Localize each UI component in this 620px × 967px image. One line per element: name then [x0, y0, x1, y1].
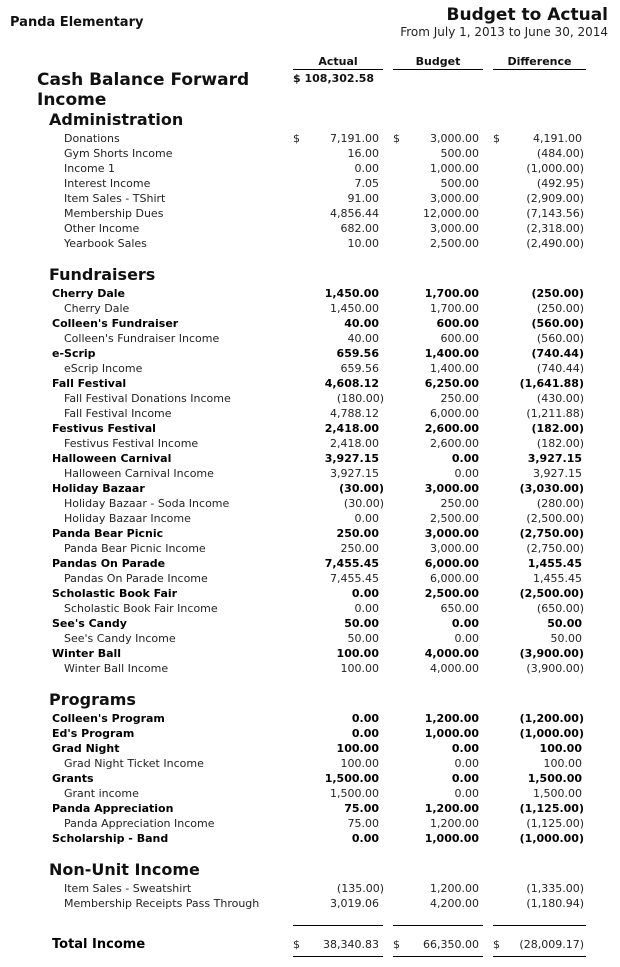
budget-value: 1,400.00	[424, 347, 479, 360]
budget-value: 1,700.00	[424, 287, 479, 300]
row-label: Holiday Bazaar	[52, 482, 145, 495]
actual-value: (30.00)	[339, 482, 384, 495]
actual-value: 2,418.00	[324, 422, 379, 435]
difference-value: (182.00)	[536, 437, 584, 450]
actual-value: 4,608.12	[324, 377, 379, 390]
row-label: Halloween Carnival	[52, 452, 172, 465]
row-label: See's Candy Income	[64, 632, 176, 645]
difference-value: (740.44)	[531, 347, 584, 360]
difference-value: (2,500.00)	[526, 512, 584, 525]
group-row	[0, 646, 620, 661]
budget-value: 2,600.00	[430, 437, 479, 450]
account-row	[0, 786, 620, 801]
currency-symbol: $	[393, 132, 400, 145]
actual-value: 250.00	[340, 542, 379, 555]
row-label: Festivus Festival Income	[64, 437, 199, 450]
actual-value: 659.56	[336, 347, 379, 360]
actual-value: 1,500.00	[330, 787, 379, 800]
actual-value: 100.00	[340, 757, 379, 770]
budget-value: 3,000.00	[430, 542, 479, 555]
actual-value: 40.00	[344, 317, 379, 330]
difference-value: (1,180.94)	[526, 897, 584, 910]
budget-value: 1,000.00	[424, 727, 479, 740]
row-label: e-Scrip	[52, 347, 96, 360]
budget-value: 600.00	[440, 332, 479, 345]
actual-value: 3,927.15	[330, 467, 379, 480]
group-row	[0, 741, 620, 756]
actual-value: 0.00	[354, 512, 379, 525]
budget-value: 600.00	[436, 317, 479, 330]
budget-value: 0.00	[451, 742, 479, 755]
actual-value: 40.00	[347, 332, 379, 345]
row-label: Grad Night	[52, 742, 120, 755]
actual-value: 1,450.00	[330, 302, 379, 315]
budget-value: 650.00	[440, 602, 479, 615]
row-label: Colleen's Program	[52, 712, 165, 725]
actual-value: 0.00	[351, 727, 379, 740]
actual-value: 75.00	[347, 817, 379, 830]
row-label: Winter Ball Income	[64, 662, 169, 675]
group-row	[0, 711, 620, 726]
row-label: Holiday Bazaar Income	[64, 512, 191, 525]
budget-value: 4,000.00	[424, 647, 479, 660]
budget-value: 500.00	[440, 147, 479, 160]
budget-value: 1,200.00	[430, 882, 479, 895]
section-title-fundraisers: Fundraisers	[49, 265, 156, 284]
budget-value: 3,000.00	[430, 222, 479, 235]
account-row	[0, 881, 620, 896]
budget-value: 1,400.00	[430, 362, 479, 375]
difference-value: (1,125.00)	[519, 802, 584, 815]
row-label: Donations	[64, 132, 120, 145]
difference-value: (7,143.56)	[526, 207, 584, 220]
row-label: Cherry Dale	[52, 287, 125, 300]
difference-value: 1,455.45	[533, 572, 582, 585]
row-label: Fall Festival	[52, 377, 127, 390]
total-underline-difference	[493, 956, 586, 957]
actual-value: 100.00	[336, 647, 379, 660]
account-row	[0, 331, 620, 346]
total-difference: (28,009.17)	[519, 938, 584, 951]
account-row	[0, 161, 620, 176]
account-row	[0, 206, 620, 221]
budget-value: 4,200.00	[430, 897, 479, 910]
actual-value: (135.00)	[336, 882, 384, 895]
row-label: Grad Night Ticket Income	[64, 757, 204, 770]
row-label: Fall Festival Income	[64, 407, 172, 420]
difference-value: 1,455.45	[527, 557, 582, 570]
budget-value: 1,200.00	[424, 712, 479, 725]
difference-value: (3,900.00)	[519, 647, 584, 660]
budget-value: 6,000.00	[424, 557, 479, 570]
difference-value: (650.00)	[536, 602, 584, 615]
currency-symbol: $	[293, 132, 300, 145]
group-row	[0, 316, 620, 331]
currency-symbol: $	[293, 938, 300, 951]
difference-value: (740.44)	[536, 362, 584, 375]
section-title-administration: Administration	[49, 110, 184, 129]
group-row	[0, 421, 620, 436]
actual-value: (30.00)	[343, 497, 384, 510]
total-rule-difference	[493, 925, 586, 926]
row-label: Item Sales - Sweatshirt	[64, 882, 192, 895]
account-row	[0, 661, 620, 676]
row-label: Panda Appreciation Income	[64, 817, 215, 830]
account-row	[0, 436, 620, 451]
account-row	[0, 301, 620, 316]
budget-value: 6,000.00	[430, 572, 479, 585]
actual-value: 7.05	[354, 177, 379, 190]
budget-value: 250.00	[440, 392, 479, 405]
budget-value: 2,600.00	[424, 422, 479, 435]
currency-symbol: $	[493, 132, 500, 145]
budget-value: 3,000.00	[424, 527, 479, 540]
difference-value: (2,490.00)	[526, 237, 584, 250]
difference-value: (2,750.00)	[526, 542, 584, 555]
row-label: Other Income	[64, 222, 140, 235]
organization-name: Panda Elementary	[10, 15, 144, 30]
actual-value: 100.00	[336, 742, 379, 755]
actual-value: 1,450.00	[324, 287, 379, 300]
row-label: eScrip Income	[64, 362, 143, 375]
row-label: Membership Receipts Pass Through	[64, 897, 260, 910]
row-label: Scholarship - Band	[52, 832, 169, 845]
difference-value: 50.00	[547, 617, 582, 630]
account-row	[0, 601, 620, 616]
budget-value: 3,000.00	[430, 192, 479, 205]
difference-value: 50.00	[550, 632, 582, 645]
actual-value: 2,418.00	[330, 437, 379, 450]
row-label: Interest Income	[64, 177, 151, 190]
difference-value: (1,000.00)	[519, 832, 584, 845]
budget-value: 0.00	[451, 452, 479, 465]
budget-value: 1,200.00	[424, 802, 479, 815]
difference-value: 3,927.15	[533, 467, 582, 480]
report-period: From July 1, 2013 to June 30, 2014	[400, 25, 608, 39]
row-label: Panda Appreciation	[52, 802, 174, 815]
group-row	[0, 556, 620, 571]
account-row	[0, 361, 620, 376]
budget-value: 2,500.00	[430, 237, 479, 250]
actual-value: 0.00	[351, 832, 379, 845]
group-row	[0, 726, 620, 741]
actual-value: 91.00	[347, 192, 379, 205]
section-title-programs: Programs	[49, 690, 136, 709]
budget-value: 0.00	[454, 632, 479, 645]
difference-value: (3,030.00)	[519, 482, 584, 495]
row-label: Panda Bear Picnic	[52, 527, 164, 540]
difference-value: 3,927.15	[527, 452, 582, 465]
budget-value: 250.00	[440, 497, 479, 510]
total-actual: 38,340.83	[323, 938, 379, 951]
budget-value: 3,000.00	[424, 482, 479, 495]
actual-value: 100.00	[340, 662, 379, 675]
actual-value: 50.00	[344, 617, 379, 630]
group-row	[0, 526, 620, 541]
total-underline-budget	[393, 956, 483, 957]
cash-balance-forward-label: Cash Balance Forward	[37, 70, 250, 90]
difference-value: (484.00)	[536, 147, 584, 160]
difference-value: (430.00)	[536, 392, 584, 405]
difference-value: (250.00)	[536, 302, 584, 315]
row-label: Grants	[52, 772, 94, 785]
actual-value: 659.56	[340, 362, 379, 375]
budget-value: 0.00	[451, 772, 479, 785]
row-label: Colleen's Fundraiser Income	[64, 332, 220, 345]
actual-value: 1,500.00	[324, 772, 379, 785]
income-heading: Income	[37, 90, 107, 110]
actual-value: 0.00	[351, 587, 379, 600]
budget-value: 0.00	[454, 757, 479, 770]
row-label: Panda Bear Picnic Income	[64, 542, 206, 555]
account-row	[0, 176, 620, 191]
difference-value: (1,125.00)	[526, 817, 584, 830]
difference-value: 1,500.00	[533, 787, 582, 800]
difference-value: 100.00	[539, 742, 582, 755]
actual-value: 250.00	[336, 527, 379, 540]
actual-value: 0.00	[354, 602, 379, 615]
total-underline-actual	[293, 956, 383, 957]
difference-value: (280.00)	[536, 497, 584, 510]
actual-value: 4,788.12	[330, 407, 379, 420]
difference-value: (182.00)	[531, 422, 584, 435]
difference-value: (2,750.00)	[519, 527, 584, 540]
total-rule-actual	[293, 925, 383, 926]
budget-value: 1,200.00	[430, 817, 479, 830]
currency-symbol: $	[493, 938, 500, 951]
row-label: Winter Ball	[52, 647, 122, 660]
group-row	[0, 286, 620, 301]
budget-value: 6,250.00	[424, 377, 479, 390]
actual-value: 16.00	[347, 147, 379, 160]
budget-value: 0.00	[451, 617, 479, 630]
total-income-row	[0, 937, 620, 952]
actual-value: 75.00	[344, 802, 379, 815]
row-label: Ed's Program	[52, 727, 135, 740]
difference-value: (1,200.00)	[519, 712, 584, 725]
row-label: Income 1	[64, 162, 115, 175]
row-label: Membership Dues	[64, 207, 164, 220]
row-label: Pandas On Parade Income	[64, 572, 208, 585]
row-label: Yearbook Sales	[64, 237, 147, 250]
budget-value: 500.00	[440, 177, 479, 190]
account-row	[0, 191, 620, 206]
row-label: Colleen's Fundraiser	[52, 317, 179, 330]
actual-value: 3,927.15	[324, 452, 379, 465]
actual-value: 7,455.45	[324, 557, 379, 570]
budget-value: 2,500.00	[430, 512, 479, 525]
budget-value: 0.00	[454, 787, 479, 800]
group-row	[0, 376, 620, 391]
row-label: Halloween Carnival Income	[64, 467, 214, 480]
group-row	[0, 831, 620, 846]
budget-value: 0.00	[454, 467, 479, 480]
budget-value: 12,000.00	[423, 207, 479, 220]
row-label: Grant income	[64, 787, 139, 800]
actual-value: 7,455.45	[330, 572, 379, 585]
actual-value: (180.00)	[336, 392, 384, 405]
budget-value: 1,000.00	[424, 832, 479, 845]
column-header-difference: Difference	[493, 55, 586, 70]
row-label: Festivus Festival	[52, 422, 156, 435]
account-row	[0, 896, 620, 911]
account-row	[0, 816, 620, 831]
section-title-non-unit-income: Non-Unit Income	[49, 860, 200, 879]
group-row	[0, 771, 620, 786]
row-label: See's Candy	[52, 617, 127, 630]
account-row	[0, 221, 620, 236]
difference-value: 4,191.00	[533, 132, 582, 145]
total-rule-budget	[393, 925, 483, 926]
actual-value: 7,191.00	[330, 132, 379, 145]
row-label: Scholastic Book Fair	[52, 587, 178, 600]
cash-balance-forward-value: $ 108,302.58	[293, 72, 375, 85]
account-row	[0, 496, 620, 511]
row-label: Holiday Bazaar - Soda Income	[64, 497, 230, 510]
total-income-label: Total Income	[52, 937, 146, 952]
difference-value: (560.00)	[531, 317, 584, 330]
actual-value: 682.00	[340, 222, 379, 235]
column-header-budget: Budget	[393, 55, 483, 70]
difference-value: (560.00)	[536, 332, 584, 345]
group-row	[0, 481, 620, 496]
difference-value: (2,909.00)	[526, 192, 584, 205]
row-label: Pandas On Parade	[52, 557, 166, 570]
budget-value: 1,000.00	[430, 162, 479, 175]
row-label: Cherry Dale	[64, 302, 130, 315]
group-row	[0, 346, 620, 361]
report-title: Budget to Actual	[446, 5, 608, 25]
total-budget: 66,350.00	[423, 938, 479, 951]
account-row	[0, 236, 620, 251]
budget-value: 3,000.00	[430, 132, 479, 145]
difference-value: (2,318.00)	[526, 222, 584, 235]
budget-value: 6,000.00	[430, 407, 479, 420]
actual-value: 4,856.44	[330, 207, 379, 220]
difference-value: (492.95)	[536, 177, 584, 190]
group-row	[0, 586, 620, 601]
row-label: Item Sales - TShirt	[64, 192, 166, 205]
difference-value: 1,500.00	[527, 772, 582, 785]
budget-value: 2,500.00	[424, 587, 479, 600]
actual-value: 10.00	[347, 237, 379, 250]
row-label: Fall Festival Donations Income	[64, 392, 231, 405]
difference-value: (2,500.00)	[519, 587, 584, 600]
budget-value: 1,700.00	[430, 302, 479, 315]
actual-value: 3,019.06	[330, 897, 379, 910]
account-row	[0, 571, 620, 586]
actual-value: 50.00	[347, 632, 379, 645]
budget-value: 4,000.00	[430, 662, 479, 675]
account-row	[0, 131, 620, 146]
difference-value: 100.00	[543, 757, 582, 770]
group-row	[0, 451, 620, 466]
difference-value: (3,900.00)	[526, 662, 584, 675]
row-label: Scholastic Book Fair Income	[64, 602, 218, 615]
account-row	[0, 391, 620, 406]
row-label: Gym Shorts Income	[64, 147, 173, 160]
group-row	[0, 616, 620, 631]
currency-symbol: $	[393, 938, 400, 951]
difference-value: (1,211.88)	[526, 407, 584, 420]
account-row	[0, 541, 620, 556]
group-row	[0, 801, 620, 816]
difference-value: (250.00)	[531, 287, 584, 300]
actual-value: 0.00	[354, 162, 379, 175]
difference-value: (1,641.88)	[519, 377, 584, 390]
difference-value: (1,000.00)	[519, 727, 584, 740]
actual-value: 0.00	[351, 712, 379, 725]
column-header-actual: Actual	[293, 55, 383, 70]
account-row	[0, 146, 620, 161]
account-row	[0, 511, 620, 526]
account-row	[0, 406, 620, 421]
difference-value: (1,000.00)	[526, 162, 584, 175]
difference-value: (1,335.00)	[526, 882, 584, 895]
account-row	[0, 466, 620, 481]
account-row	[0, 756, 620, 771]
account-row	[0, 631, 620, 646]
